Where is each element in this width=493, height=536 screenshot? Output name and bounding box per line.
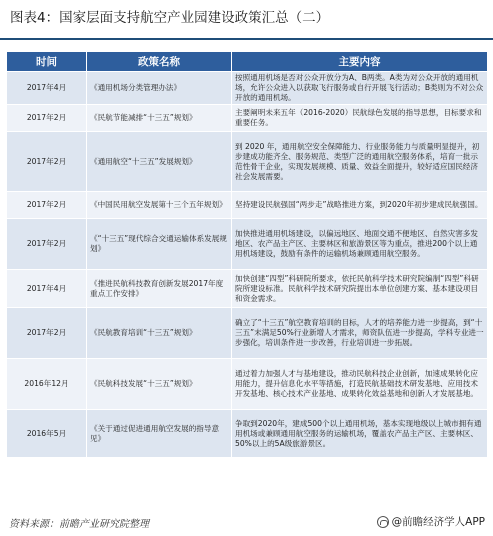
table-header-row: [7, 52, 488, 72]
cell-content: 确立了“十三五”航空教育培训的目标，人才的培养能力进一步提高，到“十三五”末满足50%行业新增人才需求，师资队伍进一步提高，学科专业进一步强化，培训条件进一步改善，行业培训进一步拓展。: [232, 308, 488, 359]
table-row: [7, 410, 488, 458]
cell-policy-name: 《通用机场分类管理办法》: [87, 72, 232, 105]
brand-watermark: [377, 514, 485, 529]
brand-logo-icon: [377, 516, 389, 528]
cell-policy-name: 《民航科技发展“十三五”规划》: [87, 359, 232, 410]
table-row: [7, 105, 488, 132]
header-main-content: 主要内容: [232, 52, 488, 72]
table-row: [7, 308, 488, 359]
cell-time: 2016年12月: [7, 359, 87, 410]
cell-time: 2017年2月: [7, 219, 87, 270]
cell-content: 坚持建设民航强国“两步走”战略推进方案，到2020年初步建成民航强国。: [232, 192, 488, 219]
cell-policy-name: 《民航教育培训“十三五”规划》: [87, 308, 232, 359]
table-row: [7, 359, 488, 410]
title-divider: [0, 38, 493, 40]
header-policy-name: 政策名称: [87, 52, 232, 72]
cell-content: 通过着力加强人才与基地建设，推动民航科技企业创新，加速成果转化应用能力，提升信息化水平等措施，打造民航基础技术研发基地、应用技术开发基地、核心技术产业基地、成果转化效益基地和创新人才发展基地。: [232, 359, 488, 410]
cell-content: 按照通用机场是否对公众开放分为A、B两类。A类为对公众开放的通用机场，允许公众进入以获取飞行服务或自行开展飞行活动；B类则为不对公众开放的通用机场。: [232, 72, 488, 105]
header-time: 时间: [7, 52, 87, 72]
cell-policy-name: 《推进民航科技教育创新发展2017年度重点工作安排》: [87, 270, 232, 308]
cell-policy-name: 《通用航空“十三五”发展规划》: [87, 132, 232, 192]
cell-content: 到 2020 年，通用航空安全保障能力、行业服务能力与质量明显提升，初步建成功能齐全、服务规范、类型广泛的通用航空服务体系，培育一批示范性骨干企业，实现发展规模、质量、效益全面提升，较好适应国民经济社会发展需要。: [232, 132, 488, 192]
cell-content: 加快推进通用机场建设，以偏远地区、地面交通不便地区、自然灾害多发地区、农产品主产区、主要林区和旅游景区等为重点，推进200个以上通用机场建设，鼓励有条件的运输机场兼顾通用航空服务。: [232, 219, 488, 270]
brand-label: @前瞻经济学人APP: [391, 516, 485, 528]
cell-time: 2017年4月: [7, 72, 87, 105]
table-row: [7, 72, 488, 105]
table-row: [7, 132, 488, 192]
table-row: [7, 219, 488, 270]
cell-policy-name: 《“十三五”现代综合交通运输体系发展规划》: [87, 219, 232, 270]
cell-policy-name: 《关于通过促进通用航空发展的指导意见》: [87, 410, 232, 458]
cell-time: 2017年2月: [7, 192, 87, 219]
cell-time: 2017年4月: [7, 270, 87, 308]
policy-table: [6, 51, 488, 458]
cell-time: 2016年5月: [7, 410, 87, 458]
table-row: [7, 270, 488, 308]
footer: [0, 506, 493, 536]
table-row: [7, 192, 488, 219]
source-note: 资料来源：前瞻产业研究院整理: [9, 519, 149, 530]
cell-time: 2017年2月: [7, 308, 87, 359]
page-title: 图表4：国家层面支持航空产业园建设政策汇总（二）: [10, 10, 330, 26]
cell-policy-name: 《民航节能减排“十三五”规划》: [87, 105, 232, 132]
cell-content: 争取到2020年，建成500个以上通用机场，基本实现地级以上城市拥有通用机场或兼顾通用航空服务的运输机场，覆盖农产品主产区、主要林区、50%以上的5A级旅游景区。: [232, 410, 488, 458]
cell-time: 2017年2月: [7, 105, 87, 132]
cell-content: 加快创建“四型”科研院所要求，依托民航科学技术研究院编制“四型”科研院所建设标准。民航科学技术研究院提出本单位创建方案、基本建设项目和资金需求。: [232, 270, 488, 308]
cell-policy-name: 《中国民用航空发展第十三个五年规划》: [87, 192, 232, 219]
cell-time: 2017年2月: [7, 132, 87, 192]
cell-content: 主要阐明未来五年（2016-2020）民航绿色发展的指导思想，目标要求和重要任务。: [232, 105, 488, 132]
